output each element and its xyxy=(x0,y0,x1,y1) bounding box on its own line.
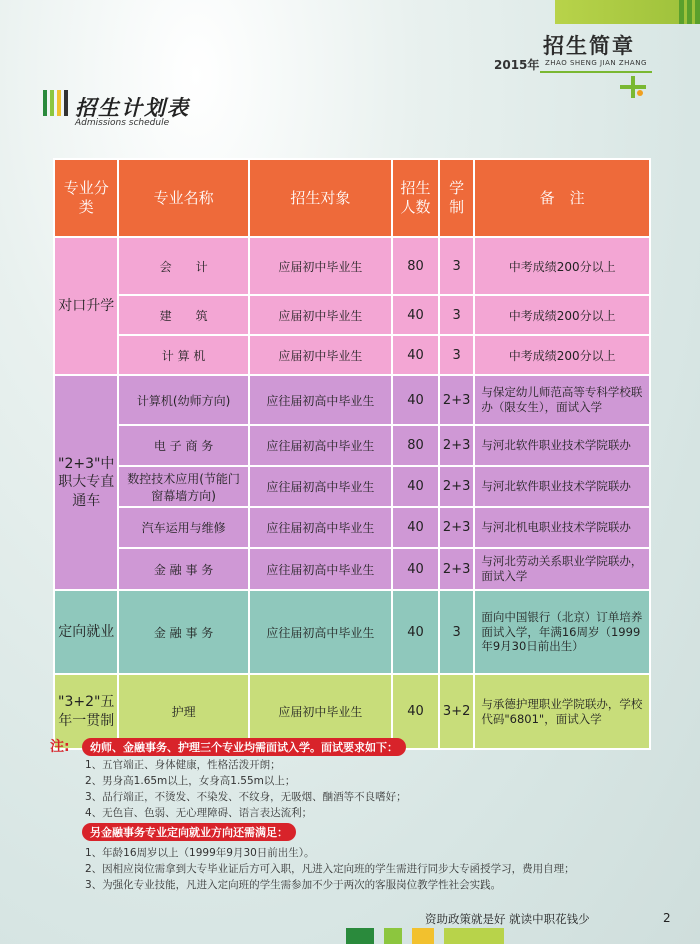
list-item: 2、因相应岗位需拿到大专毕业证后方可入职，凡进入定向班的学生需进行同步大专函授学习，费用自理； xyxy=(85,863,575,875)
target-cell: 应届初中毕业生 xyxy=(249,335,392,375)
remark-cell: 中考成绩200分以上 xyxy=(474,295,650,335)
count-cell: 40 xyxy=(392,674,439,749)
header-category: 专业分类 xyxy=(54,159,118,237)
years-cell: 3 xyxy=(439,295,474,335)
footer-bars xyxy=(346,928,504,944)
category-cell: 定向就业 xyxy=(54,590,118,674)
page-number: 2 xyxy=(663,911,671,925)
cross-emblem-icon xyxy=(620,76,646,98)
major-cell: 计 算 机 xyxy=(118,335,248,375)
years-cell: 2+3 xyxy=(439,507,474,548)
top-accent-bar xyxy=(555,0,700,24)
table-row xyxy=(54,507,650,548)
target-cell: 应届初中毕业生 xyxy=(249,674,392,749)
major-cell: 建 筑 xyxy=(118,295,248,335)
table-row xyxy=(54,425,650,466)
target-cell: 应届初中毕业生 xyxy=(249,237,392,295)
footer-slogan: 资助政策就是好 就读中职花钱少 xyxy=(425,912,590,926)
target-cell: 应往届初高中毕业生 xyxy=(249,548,392,590)
list-item: 1、五官端正、身体健康，性格活泼开朗； xyxy=(85,759,281,771)
category-cell: 对口升学 xyxy=(54,237,118,375)
count-cell: 40 xyxy=(392,466,439,507)
target-cell: 应往届初高中毕业生 xyxy=(249,466,392,507)
brand-year: 2015年 xyxy=(494,58,540,72)
count-cell: 80 xyxy=(392,425,439,466)
brand-title: 招生简章 xyxy=(543,34,635,58)
remark-cell: 与河北机电职业技术学院联办 xyxy=(474,507,650,548)
target-cell: 应往届初高中毕业生 xyxy=(249,425,392,466)
years-cell: 3+2 xyxy=(439,674,474,749)
count-cell: 40 xyxy=(392,335,439,375)
table-row xyxy=(54,375,650,425)
finance-requirements-list xyxy=(85,845,575,893)
count-cell: 40 xyxy=(392,507,439,548)
target-cell: 应往届初高中毕业生 xyxy=(249,590,392,674)
header-target: 招生对象 xyxy=(249,159,392,237)
years-cell: 2+3 xyxy=(439,425,474,466)
admissions-table xyxy=(53,158,651,750)
remark-cell: 与河北软件职业技术学院联办 xyxy=(474,425,650,466)
major-cell: 护理 xyxy=(118,674,248,749)
interview-requirements-list xyxy=(85,757,407,821)
header-count: 招生人数 xyxy=(392,159,439,237)
header-years: 学制 xyxy=(439,159,474,237)
major-cell: 电 子 商 务 xyxy=(118,425,248,466)
category-cell: "3+2"五年一贯制 xyxy=(54,674,118,749)
count-cell: 40 xyxy=(392,375,439,425)
header-major: 专业名称 xyxy=(118,159,248,237)
years-cell: 2+3 xyxy=(439,375,474,425)
table-row xyxy=(54,548,650,590)
count-cell: 80 xyxy=(392,237,439,295)
years-cell: 2+3 xyxy=(439,548,474,590)
target-cell: 应届初中毕业生 xyxy=(249,295,392,335)
list-item: 2、男身高1.65m以上，女身高1.55m以上； xyxy=(85,775,296,787)
table-header-row xyxy=(54,159,650,237)
table-row xyxy=(54,237,650,295)
years-cell: 3 xyxy=(439,590,474,674)
remark-cell: 中考成绩200分以上 xyxy=(474,335,650,375)
table-row xyxy=(54,335,650,375)
list-item: 4、无色盲、色弱、无心理障碍、语言表达流利； xyxy=(85,807,313,819)
table-row xyxy=(54,295,650,335)
remark-cell: 与承德护理职业学院联办，学校代码"6801"，面试入学 xyxy=(474,674,650,749)
remark-cell: 中考成绩200分以上 xyxy=(474,237,650,295)
section-bars xyxy=(43,90,68,116)
table-row xyxy=(54,590,650,674)
remark-cell: 与河北劳动关系职业学院联办，面试入学 xyxy=(474,548,650,590)
count-cell: 40 xyxy=(392,590,439,674)
major-cell: 会 计 xyxy=(118,237,248,295)
brand-pinyin: ZHAO SHENG JIAN ZHANG xyxy=(545,59,647,67)
remark-cell: 与保定幼儿师范高等专科学校联办（限女生），面试入学 xyxy=(474,375,650,425)
table-row xyxy=(54,466,650,507)
header-remark: 备 注 xyxy=(474,159,650,237)
category-cell: "2+3"中职大专直通车 xyxy=(54,375,118,590)
list-item: 3、为强化专业技能，凡进入定向班的学生需参加不少于两次的客服岗位教学性社会实践。 xyxy=(85,879,502,891)
brand-underline xyxy=(540,71,652,73)
interview-requirements-banner: 幼师、金融事务、护理三个专业均需面试入学。面试要求如下： xyxy=(82,738,406,756)
top-stripes xyxy=(658,0,700,24)
major-cell: 汽车运用与维修 xyxy=(118,507,248,548)
list-item: 3、品行端正，不烫发、不染发、不纹身，无吸烟、酗酒等不良嗜好； xyxy=(85,791,407,803)
section-subtitle: Admissions schedule xyxy=(75,118,170,128)
major-cell: 金 融 事 务 xyxy=(118,548,248,590)
major-cell: 金 融 事 务 xyxy=(118,590,248,674)
remark-cell: 与河北软件职业技术学院联办 xyxy=(474,466,650,507)
list-item: 1、年龄16周岁以上（1999年9月30日前出生）。 xyxy=(85,847,315,859)
section-title: 招生计划表 xyxy=(75,96,190,120)
count-cell: 40 xyxy=(392,295,439,335)
years-cell: 3 xyxy=(439,335,474,375)
years-cell: 2+3 xyxy=(439,466,474,507)
count-cell: 40 xyxy=(392,548,439,590)
note-label: 注: xyxy=(50,739,70,755)
finance-requirements-banner: 另金融事务专业定向就业方向还需满足： xyxy=(82,823,296,841)
major-cell: 计算机(幼师方向) xyxy=(118,375,248,425)
target-cell: 应往届初高中毕业生 xyxy=(249,375,392,425)
major-cell: 数控技术应用(节能门窗幕墙方向) xyxy=(118,466,248,507)
remark-cell: 面向中国银行（北京）订单培养面试入学，年满16周岁（1999年9月30日前出生） xyxy=(474,590,650,674)
years-cell: 3 xyxy=(439,237,474,295)
target-cell: 应往届初高中毕业生 xyxy=(249,507,392,548)
